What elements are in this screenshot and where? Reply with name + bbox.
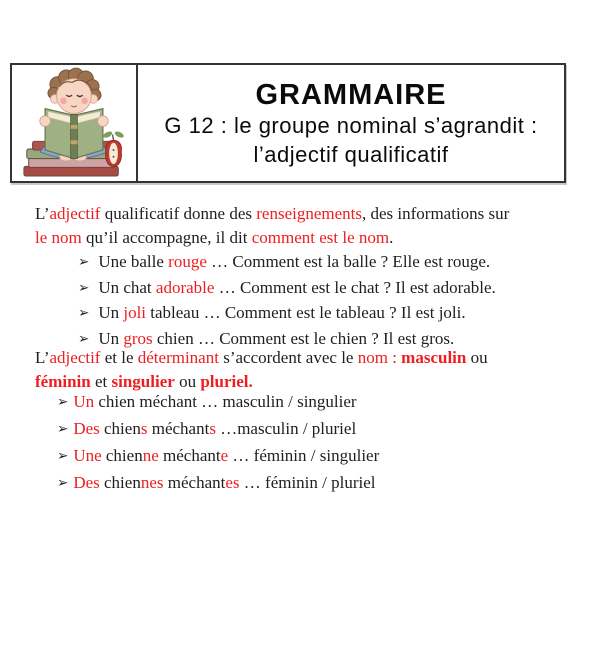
body-text: … Comment est la balle ? Elle est rouge. xyxy=(206,252,491,271)
list-item-text xyxy=(98,278,495,297)
list-item xyxy=(57,416,379,443)
highlighted-red-text: es xyxy=(225,473,240,492)
list-item-text xyxy=(73,473,375,492)
highlighted-red-text: singulier xyxy=(111,372,175,391)
highlighted-red-text: Un xyxy=(73,392,95,411)
body-text: qualificatif donne des xyxy=(100,204,257,223)
arrow-bullet-icon: ➢ xyxy=(78,330,90,347)
list-item-text xyxy=(73,419,356,438)
highlighted-red-text: nom : xyxy=(357,348,402,367)
highlighted-red-text: rouge xyxy=(168,252,207,271)
page-title: GRAMMAIRE xyxy=(255,79,447,111)
arrow-bullet-icon: ➢ xyxy=(78,279,90,296)
body-text: … Comment est le chat ? Il est adorable. xyxy=(214,277,496,297)
lesson-subtitle-line-1: G 12 : le groupe nominal s’agrandit : xyxy=(164,113,538,138)
body-text: L’ xyxy=(35,348,50,367)
header-illustration-cell xyxy=(12,65,138,181)
agreement-paragraph xyxy=(35,346,580,394)
arrow-bullet-icon: ➢ xyxy=(57,421,69,437)
highlighted-red-text: comment est le nom xyxy=(251,228,390,247)
list-item xyxy=(57,470,379,497)
body-text: et le xyxy=(100,348,138,367)
body-text: chien xyxy=(99,473,141,492)
body-text: Un xyxy=(98,303,124,322)
arrow-bullet-icon: ➢ xyxy=(57,448,69,464)
body-text: méchant xyxy=(147,419,210,438)
highlighted-red-text: adorable xyxy=(155,277,215,297)
highlighted-red-text: Des xyxy=(73,419,100,438)
body-text: Un xyxy=(98,328,124,348)
body-text: s’accordent avec le xyxy=(218,348,358,367)
highlighted-red-text: féminin xyxy=(35,372,91,391)
highlighted-red-text: ne xyxy=(142,446,159,465)
list-item-text xyxy=(98,329,454,348)
arrow-bullet-icon: ➢ xyxy=(57,475,69,491)
highlighted-red-text: Une xyxy=(73,446,102,465)
lesson-header-box xyxy=(10,63,566,183)
body-text: et xyxy=(90,372,112,391)
highlighted-red-text: s xyxy=(140,419,148,438)
highlighted-red-text: joli xyxy=(123,303,147,322)
list-item xyxy=(57,389,379,416)
body-text: chien méchant … masculin / singulier xyxy=(94,392,357,411)
body-text: ou xyxy=(174,372,201,391)
highlighted-red-text: pluriel. xyxy=(200,372,253,391)
body-text: Une balle xyxy=(98,252,169,271)
body-text: tableau … Comment est le tableau ? Il est joli. xyxy=(146,303,466,322)
list-item xyxy=(57,443,379,470)
examples-list-comment xyxy=(78,250,496,352)
highlighted-red-text: masculin xyxy=(401,348,467,367)
lesson-subtitle-line-2: l’adjectif qualificatif xyxy=(253,142,449,167)
body-text: . xyxy=(389,228,394,247)
list-item-text xyxy=(98,252,490,271)
body-text: méchant xyxy=(158,446,221,465)
highlighted-red-text: s xyxy=(209,419,216,438)
intro-paragraph xyxy=(35,202,580,250)
body-text: … féminin / singulier xyxy=(228,446,380,465)
body-text: chien xyxy=(101,446,143,465)
body-text: Un chat xyxy=(98,277,156,297)
examples-list-agreement xyxy=(57,389,379,497)
list-item-text xyxy=(73,446,379,465)
body-text: qu’il accompagne, il dit xyxy=(81,228,252,247)
highlighted-red-text: gros xyxy=(123,328,153,348)
paragraph-line xyxy=(35,346,580,370)
paragraph-line xyxy=(35,226,580,250)
highlighted-red-text: adjectif xyxy=(49,204,101,223)
arrow-bullet-icon: ➢ xyxy=(57,394,69,410)
highlighted-red-text: renseignements xyxy=(256,204,362,223)
body-text: … féminin / pluriel xyxy=(239,473,376,492)
header-title-cell xyxy=(138,65,564,181)
highlighted-red-text: le nom xyxy=(35,228,82,247)
highlighted-red-text: e xyxy=(220,446,229,465)
highlighted-red-text: adjectif xyxy=(49,348,101,367)
open-book-icon xyxy=(45,109,103,159)
list-item xyxy=(78,301,496,327)
arrow-bullet-icon: ➢ xyxy=(78,254,90,270)
list-item-text xyxy=(73,392,356,411)
arrow-bullet-icon: ➢ xyxy=(78,305,90,321)
body-text: chien … Comment est le chien ? Il est gros. xyxy=(152,328,455,348)
list-item xyxy=(78,276,496,302)
list-item xyxy=(78,250,496,276)
paragraph-line xyxy=(35,202,580,226)
highlighted-red-text: nes xyxy=(140,473,164,492)
body-text: L’ xyxy=(35,204,50,223)
body-text: ou xyxy=(466,348,488,367)
body-text: …masculin / pluriel xyxy=(215,419,357,438)
highlighted-red-text: déterminant xyxy=(137,348,219,367)
list-item-text xyxy=(98,303,465,322)
body-text: méchant xyxy=(163,473,226,492)
body-text: , des informations sur xyxy=(362,204,510,223)
body-text: chien xyxy=(99,419,141,438)
highlighted-red-text: Des xyxy=(73,473,100,492)
child-reading-clipart-image xyxy=(21,67,127,179)
